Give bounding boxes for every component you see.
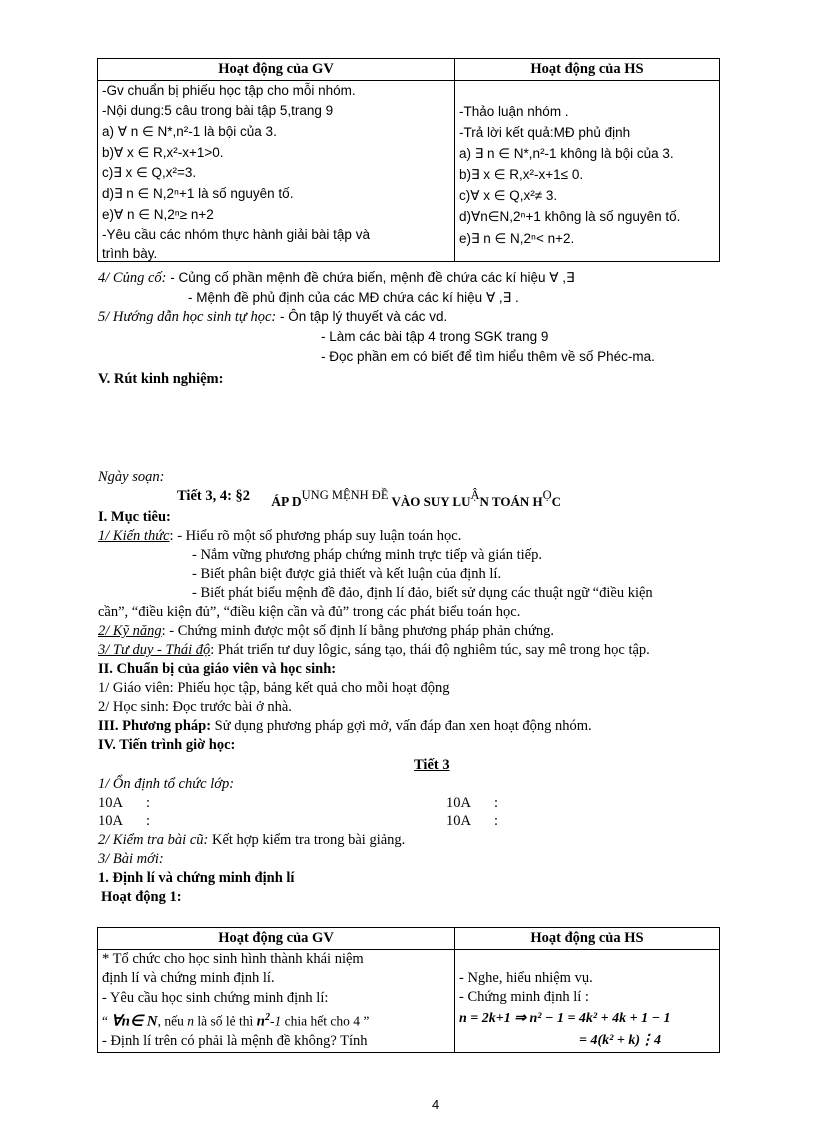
table2-gv-line3: - Yêu cầu học sinh chứng minh định lí: — [102, 989, 329, 1006]
table2-header-hs: Hoạt động của HS — [455, 928, 720, 950]
chuanbi-heading: II. Chuẩn bị của giáo viên và học sinh: — [98, 661, 337, 677]
theorem-text: , nếu — [157, 1013, 188, 1029]
kynang-text: : - Chứng minh được một số định lí bằng phương pháp phản chứng. — [161, 623, 554, 639]
activity-table-1 — [97, 58, 720, 262]
kienthuc-line4: - Biết phát biểu mệnh đề đảo, định lí đảo, biết sử dụng các thuật ngữ “điều kiện — [192, 585, 653, 601]
class-colon: : — [494, 795, 499, 811]
table2-hs-math2: = 4(k² + k)⋮4 — [579, 1032, 661, 1048]
tuduy-text: : Phát triển tư duy lôgic, sáng tạo, thái độ nghiêm túc, say mê trong học tập. — [210, 642, 650, 658]
class-entry — [446, 795, 499, 812]
chuanbi-hs: 2/ Học sinh: Đọc trước bài ở nhà. — [98, 699, 292, 715]
class-name: 10A — [98, 795, 123, 811]
class-entry — [446, 813, 499, 830]
table1-hs-line: a) ∃ n ∈ N*,n²-1 không là bội của 3. — [459, 145, 674, 161]
huongdan-line1 — [98, 308, 447, 326]
table1-gv-line: -Nội dung:5 câu trong bài tập 5,trang 9 — [102, 103, 334, 119]
kienthuc-line5: cần”, “điều kiện đủ”, “điều kiện cần và đủ” trong các phát biểu toán học. — [98, 604, 521, 620]
theorem-sup: 2 — [264, 1012, 270, 1023]
table1-gv-line: e)∀ n ∈ N,2ⁿ≥ n+2 — [102, 206, 214, 222]
kiemtra-label: 2/ Kiểm tra bài cũ: — [98, 832, 209, 848]
theorem-quantifier: ∀n∈ N — [111, 1013, 158, 1030]
huongdan-line2: - Làm các bài tập 4 trong SGK trang 9 — [321, 329, 549, 344]
table1-hs-line: d)∀n∈N,2ⁿ+1 không là số nguyên tố. — [459, 208, 681, 224]
chuanbi-gv: 1/ Giáo viên: Phiếu học tập, bảng kết quả cho mỗi hoạt động — [98, 680, 450, 696]
class-entry — [98, 795, 151, 812]
cungco-line1 — [98, 269, 575, 287]
kienthuc-label: 1/ Kiến thức — [98, 528, 170, 544]
table2-gv-cell — [98, 949, 455, 1052]
kynang-line — [98, 623, 554, 640]
activity-table-2 — [97, 927, 720, 1053]
phuongphap-text: Sử dụng phương pháp gợi mở, vấn đáp đan xen hoạt động nhóm. — [211, 718, 592, 734]
table1-hs-line: e)∃ n ∈ N,2ⁿ< n+2. — [459, 230, 575, 246]
rutkinh-heading: V. Rút kinh nghiệm: — [98, 371, 224, 387]
lesson-title-prefix: Tiết 3, 4: §2 — [177, 488, 251, 504]
tientrinh-heading: IV. Tiến trình giờ học: — [98, 737, 236, 753]
table1-hs-cell — [455, 80, 720, 262]
lesson-title — [177, 487, 561, 513]
lesson-title-part1: ÁP D — [271, 494, 302, 509]
class-colon: : — [146, 795, 151, 811]
kienthuc-text1: : - Hiểu rõ một số phương pháp suy luận toán học. — [169, 528, 462, 544]
table2-hs-line2: - Chứng minh định lí : — [459, 989, 589, 1005]
table1-gv-line: -Gv chuẩn bị phiếu học tập cho mỗi nhóm. — [102, 82, 356, 98]
theorem-text: chia hết cho 4 ” — [281, 1013, 370, 1029]
section1-heading: 1. Định lí và chứng minh định lí — [98, 870, 295, 886]
class-name: 10A — [446, 795, 471, 811]
baimoi-label: 3/ Bài mới: — [98, 851, 164, 867]
table1-hs-line: -Trả lời kết quả:MĐ phủ định — [459, 124, 631, 140]
theorem-var-n: n — [187, 1013, 195, 1029]
phuongphap-label: III. Phương pháp: — [98, 718, 212, 734]
quote-open: “ — [102, 1013, 112, 1029]
ondinh-label: 1/ Ổn định tổ chức lớp: — [98, 776, 235, 792]
lesson-title-part6: Ọ — [542, 488, 552, 502]
table1-gv-cell — [98, 80, 455, 262]
table1-gv-line: -Yêu cầu các nhóm thực hành giải bài tập và — [102, 227, 370, 243]
table2-gv-line2: định lí và chứng minh định lí. — [102, 970, 275, 986]
table1-hs-line: b)∃ x ∈ R,x²-x+1≤ 0. — [459, 166, 584, 182]
phuongphap-line — [98, 718, 592, 735]
table1-gv-line: trình bày. — [102, 246, 158, 262]
huongdan-label: 5/ Hướng dẫn học sinh tự học: — [98, 309, 277, 325]
tiet3-heading: Tiết 3 — [414, 757, 450, 773]
table1-gv-line: d)∃ n ∈ N,2ⁿ+1 là số nguyên tố. — [102, 186, 294, 202]
kienthuc-line3: - Biết phân biệt được giả thiết và kết luận của định lí. — [192, 566, 502, 582]
cungco-label: 4/ Củng cố: — [98, 270, 167, 286]
cungco-line2: - Mệnh đề phủ định của các MĐ chứa các kí hiệu ∀ ,∃ . — [188, 290, 519, 305]
hoatdong1-heading: Hoạt động 1: — [101, 889, 182, 905]
muctieu-heading: I. Mục tiêu: — [98, 509, 171, 525]
table1-header-hs: Hoạt động của HS — [455, 59, 720, 81]
lesson-title-part2: ỤNG MỆNH ĐỀ — [301, 488, 389, 502]
table1-gv-line: c)∃ x ∈ Q,x²=3. — [102, 165, 197, 181]
cungco-text1: - Củng cố phần mệnh đề chứa biến, mệnh đề chứa các kí hiệu ∀ ,∃ — [166, 270, 575, 285]
table1-gv-line: b)∀ x ∈ R,x²-x+1>0. — [102, 144, 224, 160]
table1-gv-line: a) ∀ n ∈ N*,n²-1 là bội của 3. — [102, 123, 277, 139]
kiemtra-line — [98, 832, 405, 849]
table2-gv-line1: * Tổ chức cho học sinh hình thành khái niệm — [102, 950, 364, 967]
lesson-title-part3: VÀO SUY LU — [388, 494, 471, 509]
page-number: 4 — [432, 1097, 440, 1112]
table2-hs-math1: n = 2k+1 ⇒ n² − 1 = 4k² + 4k + 1 − 1 — [459, 1010, 671, 1026]
lesson-title-part5: N TOÁN H — [479, 494, 543, 509]
huongdan-text1: - Ôn tập lý thuyết và các vd. — [276, 309, 448, 324]
table2-gv-line5: - Định lí trên có phải là mệnh đề không? Tính — [102, 1033, 368, 1049]
tuduy-label: 3/ Tư duy - Thái độ — [98, 642, 211, 658]
kienthuc-line1 — [98, 528, 461, 545]
theorem-var-n2: n — [256, 1013, 265, 1030]
table2-hs-line1: - Nghe, hiểu nhiệm vụ. — [459, 969, 593, 986]
table2-gv-theorem — [102, 1008, 450, 1032]
theorem-minus: -1 — [269, 1013, 282, 1029]
table2-hs-cell — [455, 949, 720, 1052]
class-name: 10A — [98, 813, 123, 829]
class-colon: : — [146, 813, 151, 829]
table1-header-gv: Hoạt động của GV — [98, 59, 455, 81]
kynang-label: 2/ Kỹ năng — [98, 623, 162, 639]
class-colon: : — [494, 813, 499, 829]
huongdan-line3: - Đọc phần em có biết để tìm hiểu thêm về số Phéc-ma. — [321, 349, 655, 364]
tuduy-line — [98, 642, 650, 659]
ngaysoan-label: Ngày soạn: — [98, 469, 165, 485]
table1-hs-line: -Thảo luận nhóm . — [459, 103, 569, 119]
theorem-text: là số lẻ thì — [194, 1013, 257, 1029]
table2-header-gv: Hoạt động của GV — [98, 928, 455, 950]
kiemtra-text: Kết hợp kiểm tra trong bài giảng. — [208, 832, 406, 848]
class-entry — [98, 813, 151, 830]
table1-hs-line: c)∀ x ∈ Q,x²≠ 3. — [459, 187, 558, 203]
kienthuc-line2: - Nắm vững phương pháp chứng minh trực tiếp và gián tiếp. — [192, 547, 542, 563]
class-name: 10A — [446, 813, 471, 829]
lesson-title-part4: Ậ — [470, 488, 480, 502]
lesson-title-part7: C — [551, 494, 562, 509]
